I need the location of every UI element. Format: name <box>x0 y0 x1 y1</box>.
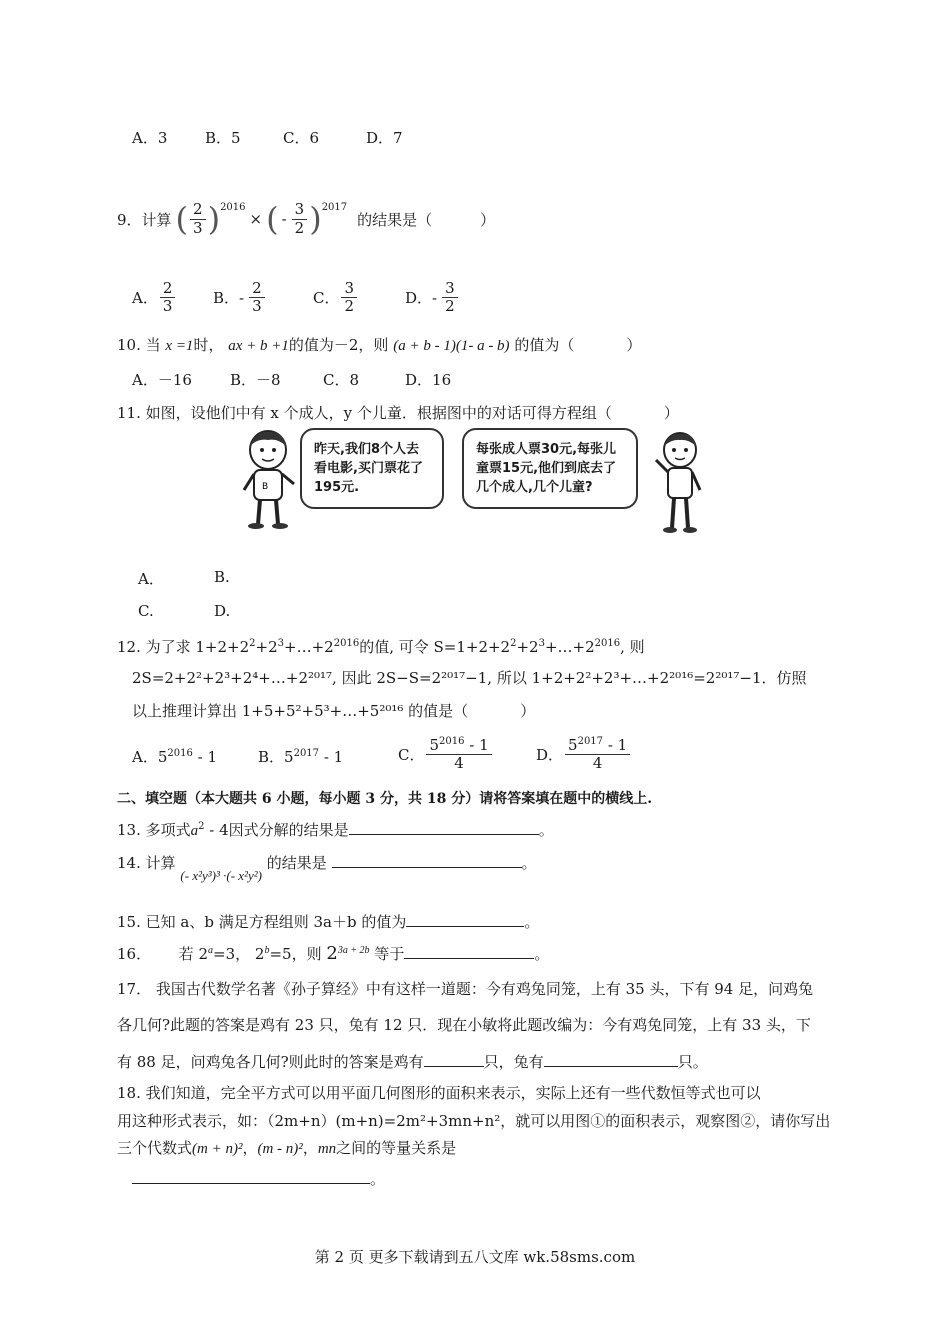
q12-option-d: D． $\frac{5^{2017} - 1}{4}$ <box>536 736 632 773</box>
q10-option-a: A．－16 <box>132 371 192 389</box>
q17-line-2: 各几何?此题的答案是鸡有 23 只，兔有 12 只．现在小敏将此题改编为：今有鸡兔同笼，上有 33 头，下 <box>117 1016 811 1034</box>
q12-option-a: A．$5^{2016} - 1$ <box>132 748 218 766</box>
q13-question: 13. 多项式$a^2 - 4$因式分解的结果是 。 <box>117 821 554 839</box>
q10-option-d: D．16 <box>405 371 452 389</box>
q16-answer-blank[interactable] <box>404 944 534 959</box>
section-2-heading: 二、填空题（本大题共 6 小题，每小题 3 分，共 18 分）请将答案填在题中的横线上. <box>117 791 653 807</box>
svg-text:B: B <box>262 482 269 492</box>
q11-option-c: C. <box>138 602 154 620</box>
q11-boy-right-figure <box>650 430 710 534</box>
q17-line-1: 17． 我国古代数学名著《孙子算经》中有这样一道题：今有鸡兔同笼，上有 35 头，下有 94 足，问鸡兔 <box>117 980 814 998</box>
q9-fraction-2: $\frac{3}{2}$ <box>292 201 308 237</box>
q18-line-2: 用这种形式表示，如：（2m+n）(m+n)=2m²+3mn+n²，就可以用图①的面积表示，观察图②，请你写出 <box>117 1112 831 1130</box>
q17-line-3: 有 88 足，问鸡兔各几何?则此时的答案是鸡有 只，兔有 只。 <box>117 1053 708 1071</box>
q12-line-3: 以上推理计算出 1+5+5²+5³+…+5²⁰¹⁶ 的值是（ ） <box>132 702 536 720</box>
q8-option-b: B．5 <box>205 129 241 147</box>
q11-option-d: D. <box>214 602 231 620</box>
q18-answer-line: 。 <box>132 1168 385 1189</box>
q13-answer-blank[interactable] <box>349 820 539 835</box>
q9-option-c: C． $\frac{3}{2}$ <box>313 280 359 316</box>
q8-option-d: D．7 <box>366 129 403 147</box>
q9-option-d: D． - $\frac{3}{2}$ <box>405 280 460 316</box>
q12-line-2: 2S=2+2²+2³+2⁴+…+2²⁰¹⁷, 因此 2S−S=2²⁰¹⁷−1, 所以 1+2+2²+2³+…+2²⁰¹⁶=2²⁰¹⁷−1．仿照 <box>132 669 807 687</box>
q11-speech-bubble-left: 昨天,我们8个人去看电影,买门票花了195元. <box>300 428 444 509</box>
q14-answer-blank[interactable] <box>332 853 522 868</box>
q14-question: 14. 计算 (- x²y³)³ ·(- x²y²) 的结果是 。 <box>117 854 537 883</box>
page-footer: 第 2 页 更多下载请到五八文库 wk.58sms.com <box>314 1248 636 1266</box>
q16-question: 16． 若 $2^a=3$， $2^b=5$，则 $2^{3a + 2b}$ 等于 。 <box>117 943 550 964</box>
q15-answer-blank[interactable] <box>406 912 524 927</box>
q18-line-3: 三个代数式(m + n)²，(m - n)²，mn之间的等量关系是 <box>117 1139 457 1157</box>
q10-option-b: B．－8 <box>230 371 281 389</box>
q9-option-b: B． - $\frac{2}{3}$ <box>213 280 267 316</box>
q12-option-c: C． $\frac{5^{2016} - 1}{4}$ <box>398 736 494 773</box>
q8-option-c: C．6 <box>283 129 320 147</box>
q15-question: 15. 已知 a、b 满足方程组则 3a＋b 的值为 。 <box>117 913 540 931</box>
q9-fraction-1: $\frac{2}{3}$ <box>190 201 206 237</box>
q12-line-1: 12. 为了求 $1+2+2^2+2^3+\dots+2^{2016}$的值, 可令 $S=1+2+2^2+2^3+\dots+2^{2016}$, 则 <box>117 638 645 656</box>
q11-option-a: A． <box>138 570 164 588</box>
q11-boy-left-figure <box>238 428 300 532</box>
q9-question: 9．计算 ( $\frac{2}{3}$ ) $^{2016}$ × ( - $\frac{3}{2}$ ) $^{2017}$ 的结果是（ ） <box>117 200 496 238</box>
q18-answer-blank[interactable] <box>132 1169 370 1184</box>
q8-option-a: A．3 <box>132 129 168 147</box>
q10-option-c: C．8 <box>323 371 360 389</box>
q17-chicken-blank[interactable] <box>424 1052 484 1067</box>
q17-rabbit-blank[interactable] <box>544 1052 678 1067</box>
q12-option-b: B．$5^{2017} - 1$ <box>258 748 344 766</box>
q11-option-b: B. <box>214 568 230 586</box>
q9-option-a: A． $\frac{2}{3}$ <box>132 280 177 316</box>
q11-question: 11. 如图，设他们中有 x 个成人，y 个儿童．根据图中的对话可得方程组（ ） <box>117 404 679 422</box>
q11-speech-bubble-right: 每张成人票30元,每张儿童票15元,他们到底去了几个成人,几个儿童? <box>462 428 638 509</box>
q18-line-1: 18. 我们知道，完全平方式可以用平面几何图形的面积来表示，实际上还有一些代数恒等式也可以 <box>117 1084 761 1102</box>
q10-question: 10. 当 x =1时， ax + b +1的值为－2，则 (a + b - 1)(1- a - b) 的值为（ ） <box>117 336 642 354</box>
